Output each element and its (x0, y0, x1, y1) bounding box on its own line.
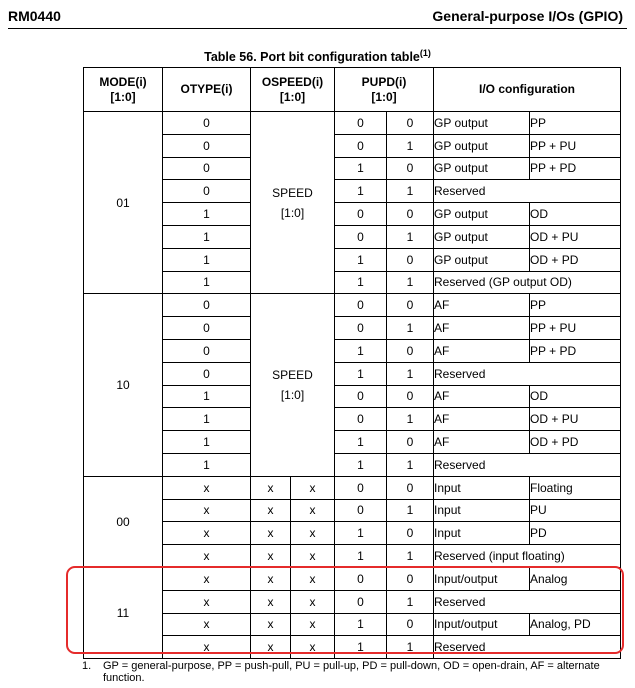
pupd-bit1: 0 (335, 385, 387, 408)
io-config: Reserved (434, 362, 621, 385)
table-row (84, 180, 621, 203)
caption-text: Table 56. Port bit configuration table (204, 50, 420, 65)
otype-value: 0 (163, 134, 251, 157)
table-row (84, 203, 621, 226)
table-row (84, 385, 621, 408)
section-title: General-purpose I/Os (GPIO) (432, 8, 623, 24)
io-config-detail: PP (530, 112, 621, 135)
ospeed-bit0: x (291, 522, 335, 545)
ospeed-bit1: x (251, 636, 291, 659)
otype-value: 0 (163, 339, 251, 362)
io-config: GP output (434, 225, 530, 248)
table-row (84, 225, 621, 248)
speed-label: SPEED (272, 185, 313, 200)
pupd-bit1: 1 (335, 339, 387, 362)
pupd-bit1: 0 (335, 476, 387, 499)
ospeed-bit1: x (251, 567, 291, 590)
table-row (84, 157, 621, 180)
io-config: Input (434, 499, 530, 522)
ospeed-bit1: x (251, 522, 291, 545)
pupd-bit1: 1 (335, 180, 387, 203)
speed-bits: [1:0] (280, 205, 305, 220)
pupd-bit0: 1 (387, 453, 434, 476)
otype-value: x (163, 499, 251, 522)
mode-value: 10 (84, 294, 163, 476)
io-config: Reserved (input floating) (434, 545, 621, 568)
ospeed-bit1: x (251, 613, 291, 636)
ospeed-value (251, 294, 335, 476)
otype-value: 1 (163, 453, 251, 476)
otype-value: x (163, 567, 251, 590)
otype-value: x (163, 590, 251, 613)
pupd-bit0: 1 (387, 362, 434, 385)
caption-footnote-ref: (1) (419, 48, 431, 58)
pupd-bit0: 0 (387, 203, 434, 226)
header-rule (8, 28, 627, 29)
pupd-bit0: 1 (387, 636, 434, 659)
speed-label: SPEED (272, 368, 313, 383)
otype-value: x (163, 545, 251, 568)
table-row (84, 112, 621, 135)
pupd-bit1: 1 (335, 248, 387, 271)
io-config: AF (434, 294, 530, 317)
footnote-number: 1. (82, 660, 92, 672)
table-row (84, 545, 621, 568)
document-id: RM0440 (8, 8, 61, 24)
io-config: Reserved (GP output OD) (434, 271, 621, 294)
pupd-bit1: 0 (335, 567, 387, 590)
table-row (84, 453, 621, 476)
pupd-bit0: 0 (387, 339, 434, 362)
table-row (84, 294, 621, 317)
pupd-bit1: 0 (335, 294, 387, 317)
table-row (84, 522, 621, 545)
io-config-detail: OD (530, 203, 621, 226)
pupd-bit0: 1 (387, 180, 434, 203)
col-io-config-header: I/O configuration (434, 68, 621, 112)
io-config: GP output (434, 134, 530, 157)
table-row (84, 499, 621, 522)
ospeed-bit0: x (291, 545, 335, 568)
pupd-bit0: 0 (387, 522, 434, 545)
otype-value: 1 (163, 271, 251, 294)
io-config-detail: OD (530, 385, 621, 408)
io-config: GP output (434, 157, 530, 180)
pupd-bit0: 1 (387, 317, 434, 340)
io-config-detail: PP + PD (530, 339, 621, 362)
pupd-bit1: 1 (335, 453, 387, 476)
io-config-detail: Analog (530, 567, 621, 590)
pupd-bit1: 0 (335, 225, 387, 248)
ospeed-bit0: x (291, 613, 335, 636)
io-config-detail: OD + PD (530, 248, 621, 271)
otype-value: 0 (163, 180, 251, 203)
pupd-bit0: 0 (387, 431, 434, 454)
header-row (84, 68, 621, 112)
pupd-bit0: 1 (387, 590, 434, 613)
pupd-bit0: 0 (387, 385, 434, 408)
io-config: Reserved (434, 590, 621, 613)
table-row (84, 134, 621, 157)
pupd-bit0: 0 (387, 112, 434, 135)
otype-value: 1 (163, 225, 251, 248)
pupd-bit0: 1 (387, 545, 434, 568)
table-header (84, 68, 621, 112)
io-config-detail: PP + PU (530, 317, 621, 340)
col-mode-header: MODE(i) [1:0] (84, 68, 163, 112)
pupd-bit1: 0 (335, 203, 387, 226)
pupd-bit1: 1 (335, 545, 387, 568)
io-config: Input/output (434, 567, 530, 590)
io-config-detail: PP + PU (530, 134, 621, 157)
pupd-bit1: 0 (335, 134, 387, 157)
ospeed-value (251, 112, 335, 294)
speed-bits: [1:0] (280, 388, 305, 403)
io-config-detail: OD + PU (530, 225, 621, 248)
io-config: AF (434, 385, 530, 408)
table-row (84, 431, 621, 454)
otype-value: 0 (163, 112, 251, 135)
otype-value: 1 (163, 248, 251, 271)
table-caption (0, 48, 635, 64)
pupd-bit1: 1 (335, 157, 387, 180)
pupd-bit0: 1 (387, 225, 434, 248)
ospeed-bit0: x (291, 590, 335, 613)
table-row (84, 476, 621, 499)
pupd-bit1: 0 (335, 499, 387, 522)
otype-value: x (163, 476, 251, 499)
col-otype-header: OTYPE(i) (163, 68, 251, 112)
io-config: Reserved (434, 636, 621, 659)
pupd-bit1: 1 (335, 522, 387, 545)
otype-value: 0 (163, 317, 251, 340)
pupd-bit0: 0 (387, 476, 434, 499)
pupd-bit1: 0 (335, 317, 387, 340)
io-config-detail: Analog, PD (530, 613, 621, 636)
io-config-detail: PP + PD (530, 157, 621, 180)
table-row (84, 339, 621, 362)
footnote (82, 660, 602, 684)
pupd-bit0: 1 (387, 134, 434, 157)
io-config-detail: PD (530, 522, 621, 545)
io-config: AF (434, 431, 530, 454)
otype-value: 1 (163, 385, 251, 408)
ospeed-bit1: x (251, 545, 291, 568)
io-config: AF (434, 339, 530, 362)
pupd-bit0: 0 (387, 157, 434, 180)
ospeed-bit1: x (251, 590, 291, 613)
otype-value: 1 (163, 203, 251, 226)
io-config: Input (434, 476, 530, 499)
pupd-bit0: 1 (387, 271, 434, 294)
io-config-detail: Floating (530, 476, 621, 499)
io-config: Reserved (434, 180, 621, 203)
io-config-detail: PP (530, 294, 621, 317)
pupd-bit0: 1 (387, 499, 434, 522)
pupd-bit0: 0 (387, 567, 434, 590)
table-row (84, 317, 621, 340)
otype-value: x (163, 613, 251, 636)
col-pupd-header: PUPD(i) [1:0] (335, 68, 434, 112)
io-config: GP output (434, 203, 530, 226)
footnote-text: GP = general-purpose, PP = push-pull, PU = pull-up, PD = pull-down, OD = open-drain, AF = alternate function. (103, 660, 600, 684)
io-config: GP output (434, 112, 530, 135)
pupd-bit1: 0 (335, 112, 387, 135)
pupd-bit1: 1 (335, 271, 387, 294)
io-config: Input (434, 522, 530, 545)
otype-value: x (163, 636, 251, 659)
io-config: GP output (434, 248, 530, 271)
pupd-bit1: 0 (335, 590, 387, 613)
ospeed-bit1: x (251, 476, 291, 499)
table-row (84, 408, 621, 431)
otype-value: 0 (163, 294, 251, 317)
mode-value: 01 (84, 112, 163, 294)
io-config-detail: PU (530, 499, 621, 522)
col-ospeed-header: OSPEED(i) [1:0] (251, 68, 335, 112)
table-row (84, 248, 621, 271)
io-config: Reserved (434, 453, 621, 476)
pupd-bit1: 1 (335, 636, 387, 659)
io-config-detail: OD + PU (530, 408, 621, 431)
pupd-bit1: 1 (335, 362, 387, 385)
otype-value: 0 (163, 157, 251, 180)
io-config: AF (434, 408, 530, 431)
analog-mode-highlight (66, 566, 624, 654)
ospeed-bit0: x (291, 476, 335, 499)
ospeed-bit0: x (291, 499, 335, 522)
io-config: AF (434, 317, 530, 340)
io-config: Input/output (434, 613, 530, 636)
ospeed-bit0: x (291, 636, 335, 659)
io-config-detail: OD + PD (530, 431, 621, 454)
table-row (84, 362, 621, 385)
pupd-bit0: 0 (387, 248, 434, 271)
ospeed-bit1: x (251, 499, 291, 522)
ospeed-bit0: x (291, 567, 335, 590)
pupd-bit0: 0 (387, 294, 434, 317)
pupd-bit1: 0 (335, 408, 387, 431)
mode-value: 00 (84, 476, 163, 567)
pupd-bit0: 0 (387, 613, 434, 636)
pupd-bit1: 1 (335, 431, 387, 454)
otype-value: 1 (163, 431, 251, 454)
otype-value: 0 (163, 362, 251, 385)
otype-value: x (163, 522, 251, 545)
pupd-bit1: 1 (335, 613, 387, 636)
otype-value: 1 (163, 408, 251, 431)
pupd-bit0: 1 (387, 408, 434, 431)
mode-value: 11 (84, 567, 163, 658)
table-row (84, 271, 621, 294)
